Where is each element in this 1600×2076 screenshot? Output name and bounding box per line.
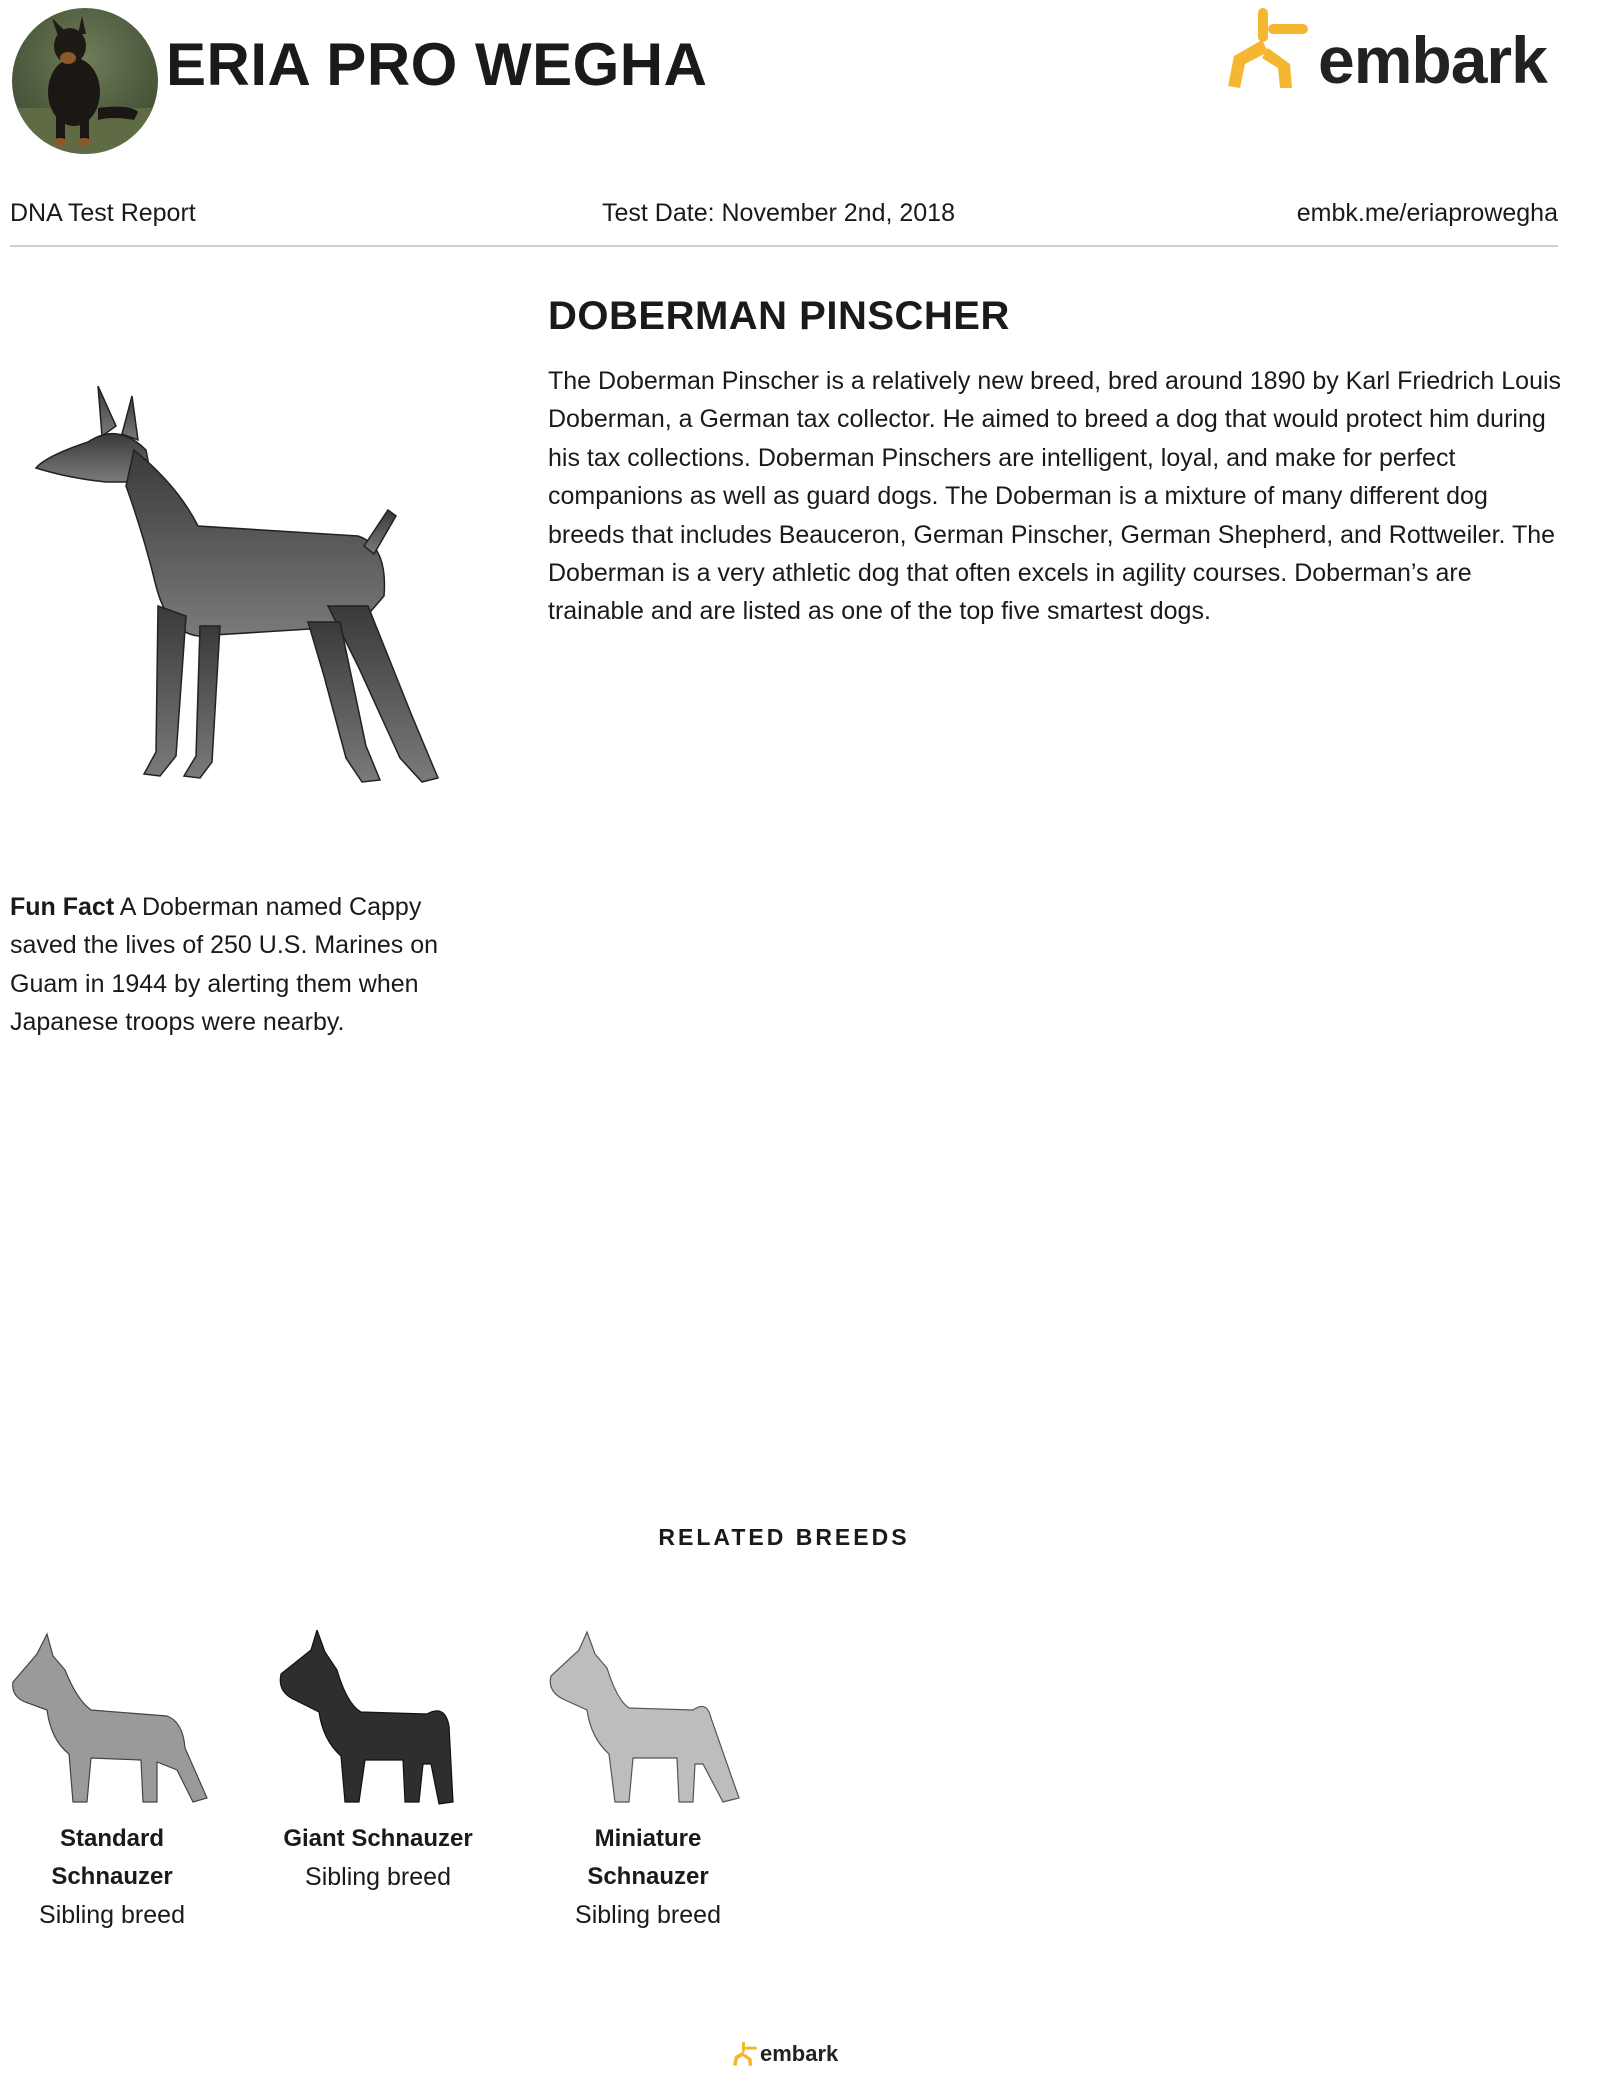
doberman-illustration bbox=[28, 386, 458, 788]
dog-avatar bbox=[12, 8, 158, 154]
header-divider bbox=[10, 245, 1558, 247]
related-breeds-title: RELATED BREEDS bbox=[658, 1524, 910, 1550]
doberman-icon bbox=[28, 386, 458, 788]
related-breed-card[interactable] bbox=[268, 1630, 488, 1896]
embark-mark-icon bbox=[730, 2040, 760, 2070]
fun-fact-text: A Doberman named Cappy saved the lives of 250 U.S. Marines on Guam in 1944 by alerting them when Japanese troops were nearby. bbox=[10, 893, 439, 1037]
test-date: Test Date: November 2nd, 2018 bbox=[602, 199, 955, 227]
embark-logo bbox=[1218, 4, 1558, 100]
related-breed-name: Standard Schnauzer bbox=[51, 1825, 173, 1890]
dog-photo-icon bbox=[12, 8, 158, 154]
fun-fact bbox=[10, 888, 480, 1042]
related-breed-name: Giant Schnauzer bbox=[283, 1825, 473, 1852]
giant-schnauzer-icon bbox=[273, 1630, 483, 1810]
footer-embark-logo bbox=[730, 2038, 850, 2072]
profile-url-link[interactable]: embk.me/eriaprowegha bbox=[1296, 199, 1558, 227]
embark-mark-icon bbox=[1218, 4, 1318, 100]
standard-schnauzer-icon bbox=[7, 1630, 217, 1810]
related-breed-card[interactable] bbox=[538, 1630, 758, 1934]
related-breed-card[interactable] bbox=[2, 1630, 222, 1934]
breed-description: The Doberman Pinscher is a relatively new breed, bred around 1890 by Karl Friedrich Louis Doberman, a German tax collector. He aimed to breed a dog that would protect him during his tax collections. Doberman Pinschers are intelligent, loyal, and make for perfect companions as well as guard dogs. The Doberman is a mixture of many different dog breeds that includes Beauceron, German Pinscher, German Shepherd, and Rottweiler. The Doberman is a very athletic dog that often excels in agility courses. Doberman’s are trainable and are listed as one of the top five smartest dogs. bbox=[548, 367, 1562, 626]
report-type: DNA Test Report bbox=[10, 199, 196, 227]
related-breed-relation: Sibling breed bbox=[39, 1901, 185, 1929]
embark-wordmark: embark bbox=[1318, 23, 1547, 97]
footer-wordmark: embark bbox=[760, 2041, 839, 2066]
dog-name: ERIA PRO WEGHA bbox=[166, 31, 708, 98]
related-breed-relation: Sibling breed bbox=[575, 1901, 721, 1929]
fun-fact-label: Fun Fact bbox=[10, 893, 115, 921]
related-breed-relation: Sibling breed bbox=[305, 1863, 451, 1891]
related-breed-name: Miniature Schnauzer bbox=[587, 1825, 709, 1890]
miniature-schnauzer-icon bbox=[543, 1630, 753, 1810]
breed-title: DOBERMAN PINSCHER bbox=[548, 294, 1010, 338]
